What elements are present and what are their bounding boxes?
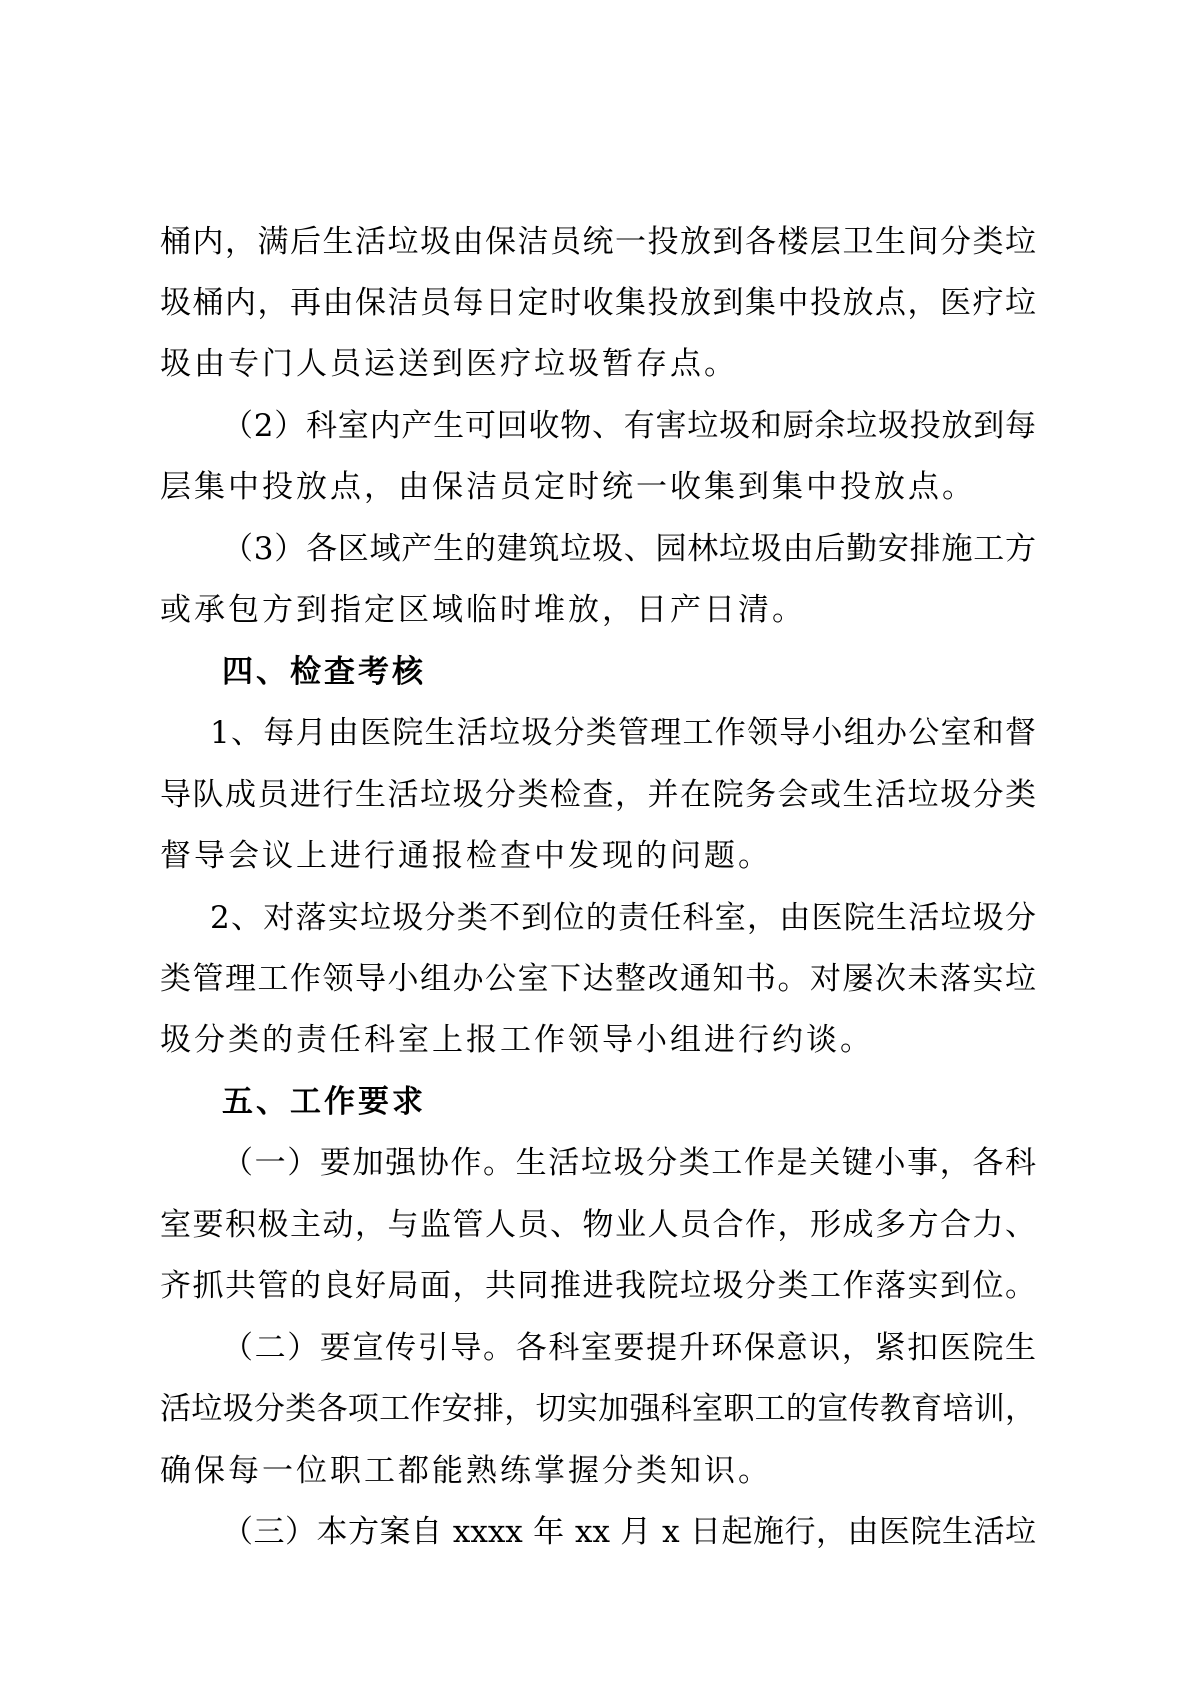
requirement-1-line-2: 室要积极主动，与监管人员、物业人员合作，形成多方合力、 xyxy=(160,1207,1036,1243)
inspection-2-line-3: 圾分类的责任科室上报工作领导小组进行约谈。 xyxy=(160,1022,874,1058)
inspection-2-line-1: 2、对落实垃圾分类不到位的责任科室，由医院生活垃圾分 xyxy=(210,900,1036,936)
inspection-2-line-2: 类管理工作领导小组办公室下达整改通知书。对屡次未落实垃 xyxy=(160,961,1036,997)
requirement-2-line-3: 确保每一位职工都能熟练掌握分类知识。 xyxy=(160,1453,772,1489)
section-heading-requirements: 五、工作要求 xyxy=(222,1084,426,1120)
requirement-1-line-3: 齐抓共管的良好局面，共同推进我院垃圾分类工作落实到位。 xyxy=(160,1268,1036,1304)
inspection-1-line-2: 导队成员进行生活垃圾分类检查，并在院务会或生活垃圾分类 xyxy=(160,777,1036,813)
requirement-2-line-2: 活垃圾分类各项工作安排，切实加强科室职工的宣传教育培训， xyxy=(160,1391,1036,1427)
item-3-line-1: （3）各区域产生的建筑垃圾、园林垃圾由后勤安排施工方 xyxy=(222,531,1036,567)
requirement-1-line-1: （一）要加强协作。生活垃圾分类工作是关键小事，各科 xyxy=(222,1145,1036,1181)
inspection-1-line-3: 督导会议上进行通报检查中发现的问题。 xyxy=(160,838,772,874)
body-line-1: 桶内，满后生活垃圾由保洁员统一投放到各楼层卫生间分类垃 xyxy=(160,224,1036,260)
body-line-2: 圾桶内，再由保洁员每日定时收集投放到集中投放点，医疗垃 xyxy=(160,285,1036,321)
item-2-line-2: 层集中投放点，由保洁员定时统一收集到集中投放点。 xyxy=(160,469,976,505)
item-3-line-2: 或承包方到指定区域临时堆放，日产日清。 xyxy=(160,592,806,628)
item-2-line-1: （2）科室内产生可回收物、有害垃圾和厨余垃圾投放到每 xyxy=(222,408,1036,444)
section-heading-inspection: 四、检查考核 xyxy=(222,654,426,690)
body-line-3: 圾由专门人员运送到医疗垃圾暂存点。 xyxy=(160,346,738,382)
requirement-2-line-1: （二）要宣传引导。各科室要提升环保意识，紧扣医院生 xyxy=(222,1330,1036,1366)
inspection-1-line-1: 1、每月由医院生活垃圾分类管理工作领导小组办公室和督 xyxy=(210,715,1036,751)
requirement-3-line-1: （三）本方案自 xxxx 年 xx 月 x 日起施行，由医院生活垃 xyxy=(222,1514,1036,1550)
